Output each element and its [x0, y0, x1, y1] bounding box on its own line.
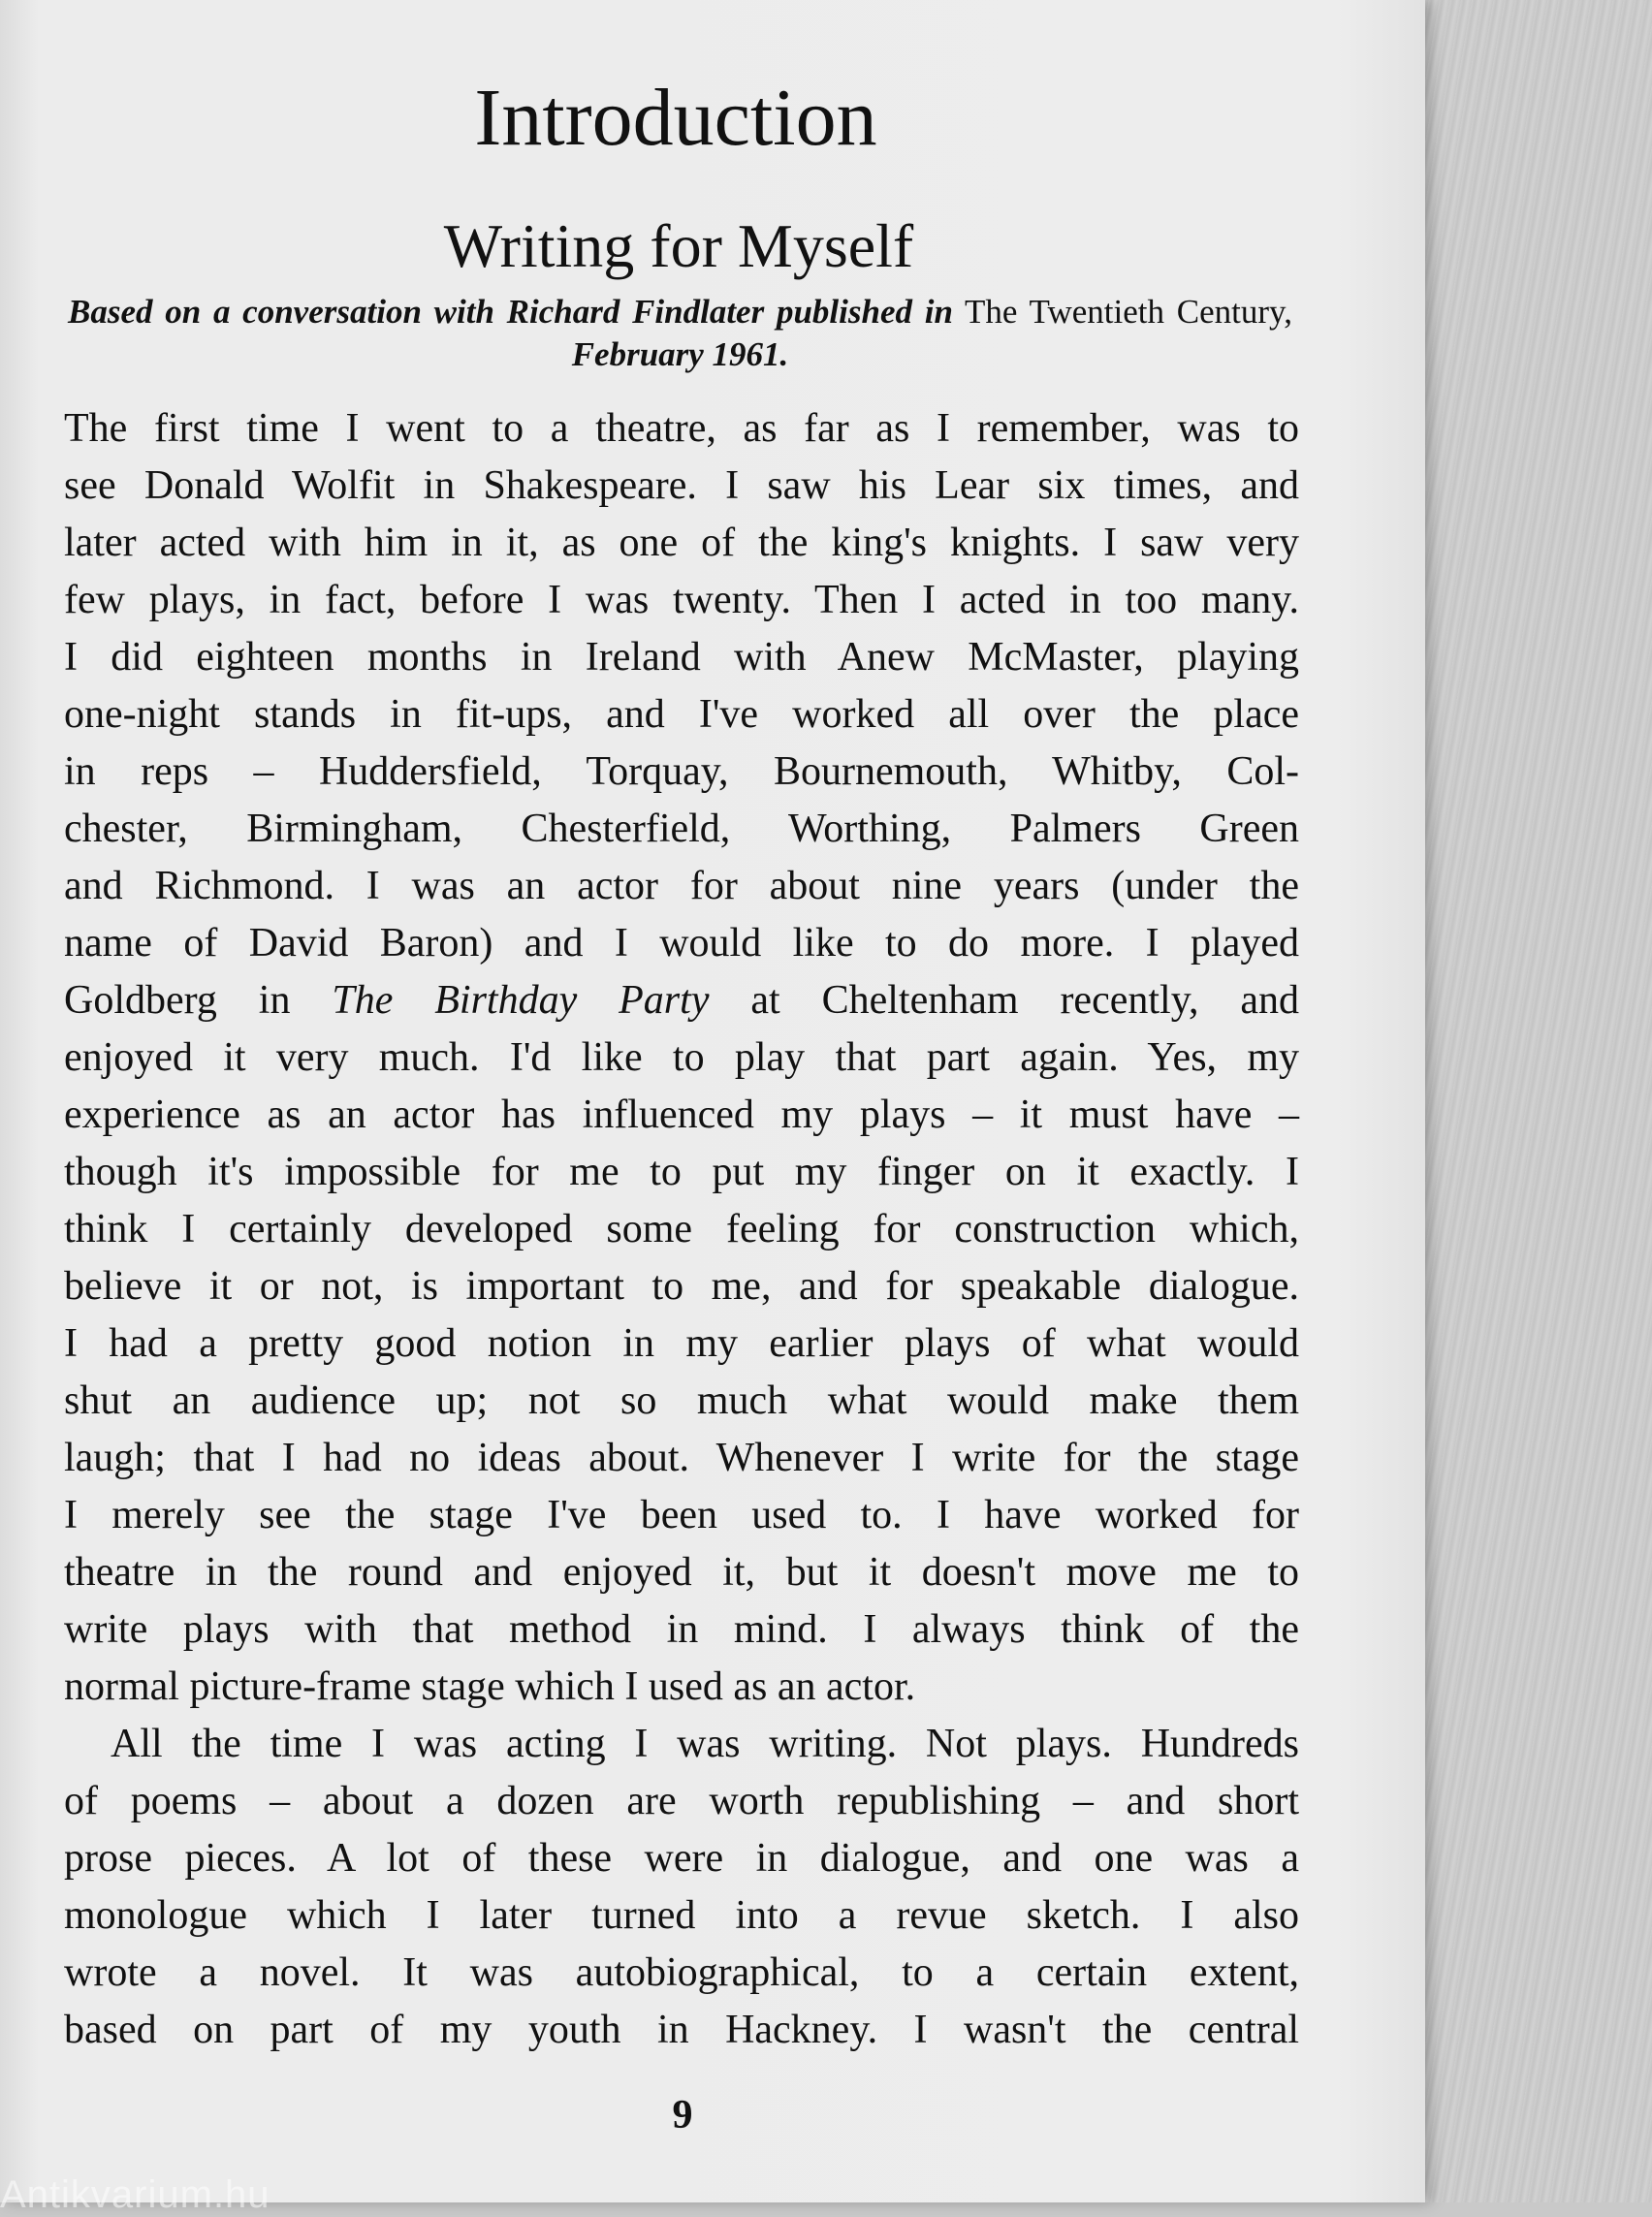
text-line: I had a pretty good notion in my earlier plays of what would [64, 1321, 1299, 1366]
watermark: Antikvarium.hu [0, 2173, 270, 2216]
text-line: name of David Baron) and I would like to do more. I played [64, 921, 1299, 966]
paragraph-start-line: All the time I was acting I was writing. Not plays. Hundreds [111, 1722, 1299, 1766]
text-line: see Donald Wolfit in Shakespeare. I saw his Lear six times, and [64, 463, 1299, 508]
text-line: laugh; that I had no ideas about. Whenever I write for the stage [64, 1436, 1299, 1480]
page-number: 9 [672, 2093, 693, 2138]
text-line: The first time I went to a theatre, as far as I remember, was to [64, 406, 1299, 451]
text-line: I merely see the stage I've been used to. I have worked for [64, 1493, 1299, 1537]
text-line: few plays, in fact, before I was twenty. Then I acted in too many. [64, 578, 1299, 622]
text-line: shut an audience up; not so much what would make them [64, 1378, 1299, 1423]
play-title: The Birthday Party [332, 978, 710, 1023]
text-fragment: at Cheltenham recently, and [750, 978, 1300, 1023]
text-line: think I certainly developed some feeling for construction which, [64, 1207, 1299, 1251]
text-line: later acted with him in it, as one of the king's knights. I saw very [64, 521, 1299, 565]
chapter-title: Introduction [474, 73, 877, 163]
body-text [64, 400, 1299, 2059]
source-note-publication: The Twentieth Century, [965, 293, 1292, 331]
text-line: though it's impossible for me to put my finger on it exactly. I [64, 1150, 1299, 1194]
text-line: chester, Birmingham, Chesterfield, Worthing, Palmers Green [64, 807, 1299, 851]
text-fragment: Goldberg in [64, 978, 291, 1023]
text-line: prose pieces. A lot of these were in dialogue, and one was a [64, 1836, 1299, 1881]
text-line: of poems – about a dozen are worth republishing – and short [64, 1779, 1299, 1823]
background-surface [1396, 0, 1652, 2202]
text-line: based on part of my youth in Hackney. I wasn't the central [64, 2008, 1299, 2052]
text-line: monologue which I later turned into a revue sketch. I also [64, 1893, 1299, 1938]
text-line: one-night stands in fit-ups, and I've worked all over the place [64, 692, 1299, 737]
chapter-subtitle: Writing for Myself [443, 211, 914, 280]
text-line: wrote a novel. It was autobiographical, to a certain extent, [64, 1950, 1299, 1995]
source-note [68, 291, 1292, 376]
text-line: enjoyed it very much. I'd like to play that part again. Yes, my [64, 1035, 1299, 1080]
source-note-date: February 1961. [571, 335, 789, 373]
paragraph-end-line: normal picture-frame stage which I used as an actor. [64, 1664, 916, 1709]
source-note-part1: Based on a conversation with Richard Findlater published in [68, 293, 953, 331]
text-line: and Richmond. I was an actor for about nine years (under the [64, 864, 1299, 908]
text-line: experience as an actor has influenced my plays – it must have – [64, 1093, 1299, 1137]
text-line: I did eighteen months in Ireland with Anew McMaster, playing [64, 635, 1299, 680]
text-line-with-title [64, 972, 1299, 1029]
text-line: theatre in the round and enjoyed it, but it doesn't move me to [64, 1550, 1299, 1595]
text-line: write plays with that method in mind. I always think of the [64, 1607, 1299, 1652]
text-line: in reps – Huddersfield, Torquay, Bournemouth, Whitby, Col- [64, 749, 1299, 794]
text-line: believe it or not, is important to me, and for speakable dialogue. [64, 1264, 1299, 1309]
